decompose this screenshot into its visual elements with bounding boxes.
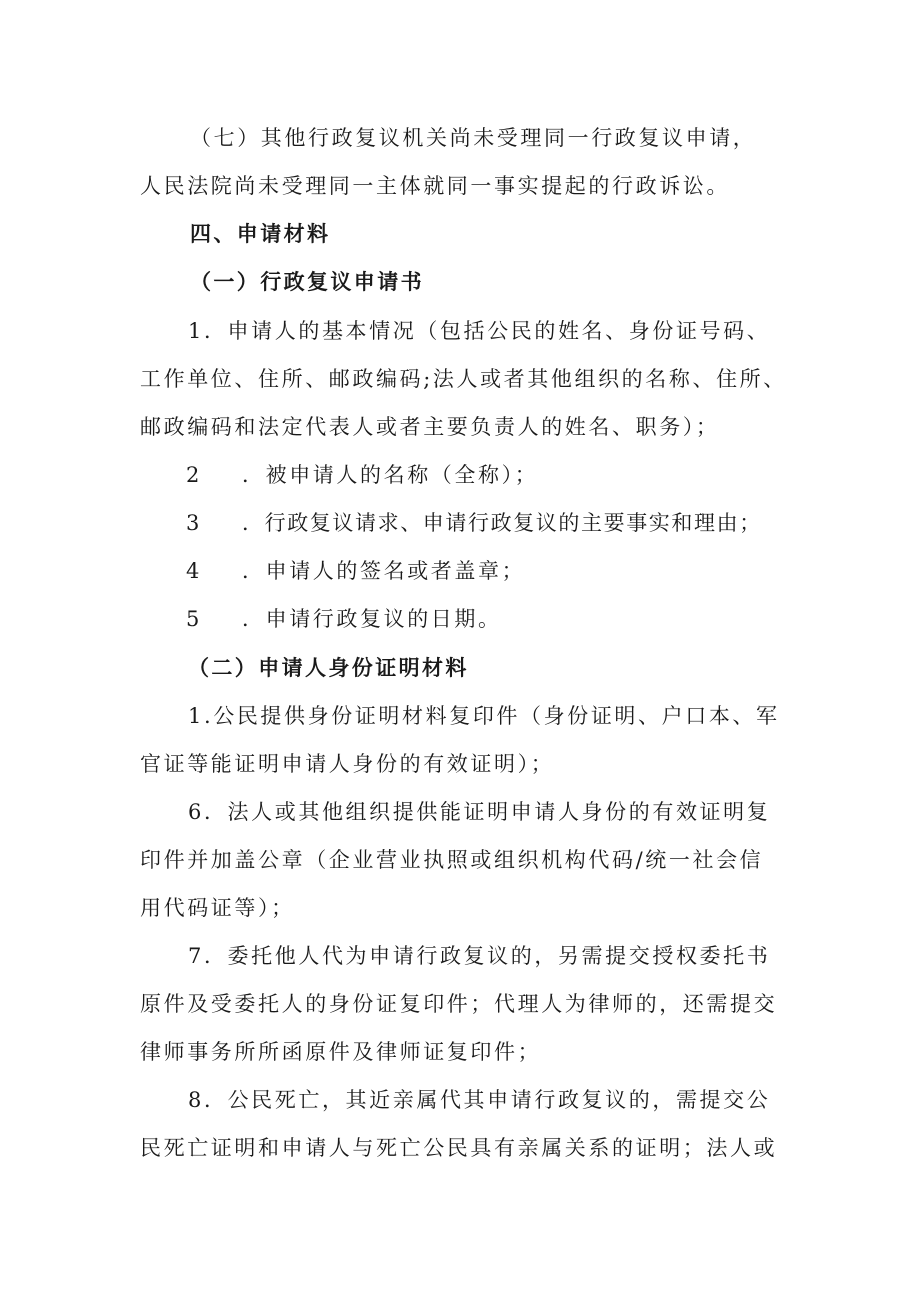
sub1-item4-text: ．申请人的签名或者盖章； — [242, 559, 526, 583]
sub1-heading: （一）行政复议申请书 — [190, 270, 424, 294]
sub2-item1-line2: 官证等能证明申请人身份的有效证明）； — [140, 752, 555, 776]
sub1-item5-text: ．申请行政复议的日期。 — [242, 607, 502, 631]
sub1-item3-text: ．行政复议请求、申请行政复议的主要事实和理由； — [242, 511, 762, 535]
item7-line1: （七）其他行政复议机关尚未受理同一行政复议申请， — [190, 126, 757, 150]
sub1-item1-line3: 邮政编码和法定代表人或者主要负责人的姓名、职务）； — [140, 415, 720, 439]
sub1-item2-text: ．被申请人的名称（全称）； — [242, 463, 539, 487]
sub1-item4-number: 4 — [186, 559, 200, 583]
sub1-item1-line2: 工作单位、住所、邮政编码;法人或者其他组织的名称、住所、 — [140, 367, 787, 391]
sub1-item5-number: 5 — [186, 607, 200, 631]
sub2-item6-line2: 印件并加盖公章（企业营业执照或组织机构代码/统一社会信 — [140, 848, 764, 872]
section4-heading: 四、申请材料 — [190, 222, 331, 246]
sub2-item6-line3: 用代码证等）； — [140, 896, 295, 920]
sub2-item7-line3: 律师事务所所函原件及律师证复印件； — [140, 1040, 542, 1064]
sub2-item6-line1: 6．法人或其他组织提供能证明申请人身份的有效证明复 — [188, 800, 771, 824]
sub1-item3-number: 3 — [186, 511, 200, 535]
sub1-item2-number: 2 — [186, 463, 200, 487]
sub2-heading: （二）申请人身份证明材料 — [188, 656, 469, 680]
sub2-item8-line1: 8．公民死亡，其近亲属代其申请行政复议的，需提交公 — [188, 1088, 771, 1112]
sub2-item7-line1: 7．委托他人代为申请行政复议的，另需提交授权委托书 — [188, 944, 771, 968]
sub2-item7-line2: 原件及受委托人的身份证复印件；代理人为律师的，还需提交 — [140, 992, 778, 1016]
sub2-item1-line1: 1.公民提供身份证明材料复印件（身份证明、户口本、军 — [188, 704, 780, 728]
sub2-item8-line2: 民死亡证明和申请人与死亡公民具有亲属关系的证明；法人或 — [140, 1136, 778, 1160]
item7-line2: 人民法院尚未受理同一主体就同一事实提起的行政诉讼。 — [140, 174, 730, 198]
sub1-item1-line1: 1．申请人的基本情况（包括公民的姓名、身份证号码、 — [188, 319, 771, 343]
